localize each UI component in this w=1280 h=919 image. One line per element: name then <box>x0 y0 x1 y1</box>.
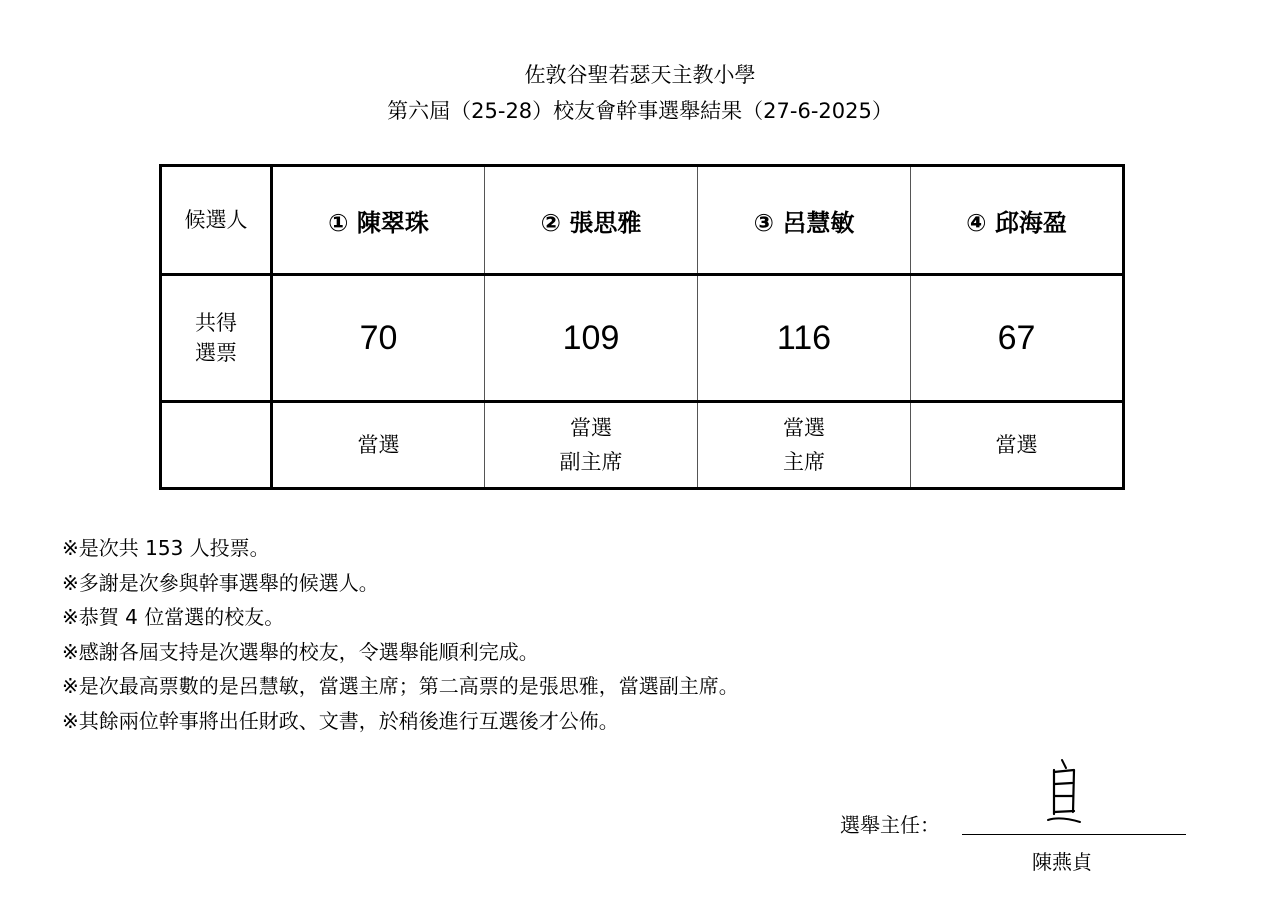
result-role: 主席 <box>783 450 825 474</box>
result-cell-3 <box>698 402 911 489</box>
result-cell-1 <box>272 402 485 489</box>
result-status: 當選 <box>783 416 825 440</box>
signature-label: 選舉主任： <box>840 813 940 837</box>
handwritten-signature <box>1040 756 1090 826</box>
note-item: ※其餘兩位幹事將出任財政、文書，於稍後進行互選後才公佈。 <box>62 708 619 733</box>
notes-list <box>62 531 739 738</box>
vote-count-1: 70 <box>272 275 485 402</box>
school-name: 佐敦谷聖若瑟天主教小學 <box>524 63 756 87</box>
votes-row <box>161 275 1124 402</box>
result-status: 當選 <box>995 433 1038 457</box>
result-row <box>161 402 1124 489</box>
vote-count-3: 116 <box>698 275 911 402</box>
candidate-name-2: ② 張思雅 <box>485 166 698 275</box>
candidates-row-label: 候選人 <box>161 166 272 275</box>
vote-count-4: 67 <box>911 275 1124 402</box>
note-item: ※多謝是次參與幹事選舉的候選人。 <box>62 570 379 595</box>
note-item: ※是次共 153 人投票。 <box>62 536 270 560</box>
note-item: ※恭賀 4 位當選的校友。 <box>62 605 285 629</box>
signature-line <box>962 834 1186 835</box>
signer-name: 陳燕貞 <box>1032 850 1092 874</box>
result-role: 副主席 <box>559 450 623 474</box>
election-results-table <box>159 164 1125 490</box>
result-row-label <box>161 402 272 489</box>
candidate-name-4: ④ 邱海盈 <box>911 166 1124 275</box>
candidate-name-1: ① 陳翠珠 <box>272 166 485 275</box>
result-cell-2 <box>485 402 698 489</box>
candidates-row <box>161 166 1124 275</box>
candidate-name-3: ③ 呂慧敏 <box>698 166 911 275</box>
votes-row-label <box>161 275 272 402</box>
result-status: 當選 <box>357 433 400 457</box>
note-item: ※感謝各屆支持是次選舉的校友，令選舉能順利完成。 <box>62 639 539 664</box>
votes-label-line1: 共得 <box>195 311 237 335</box>
result-cell-4 <box>911 402 1124 489</box>
vote-count-2: 109 <box>485 275 698 402</box>
note-item: ※是次最高票數的是呂慧敏，當選主席；第二高票的是張思雅，當選副主席。 <box>62 674 739 698</box>
result-status: 當選 <box>570 416 612 440</box>
election-title: 第六屆（25-28）校友會幹事選舉結果（27-6-2025） <box>387 99 893 123</box>
votes-label-line2: 選票 <box>195 341 237 365</box>
